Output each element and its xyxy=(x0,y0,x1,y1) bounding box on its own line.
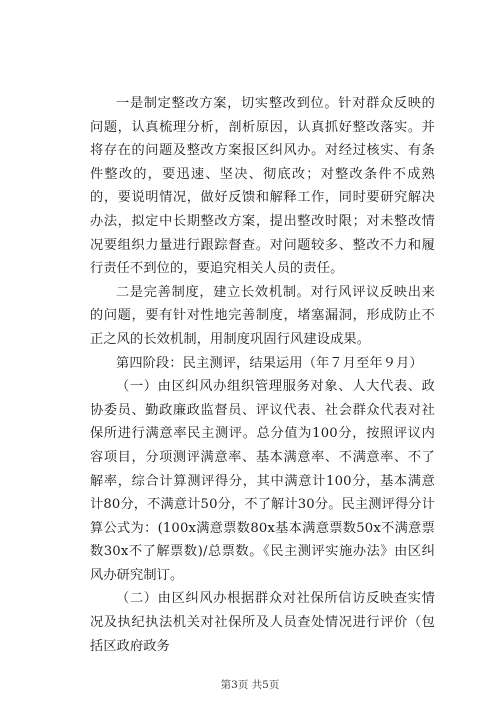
document-body xyxy=(90,92,435,658)
paragraph-complaint-review: （二）由区纠风办根据群众对社保所信访反映查实情况及执纪执法机关对社保所及人员查处情况进行评价（包括区政府政务 xyxy=(90,591,435,654)
paragraph-stage-four-heading: 第四阶段：民主测评，结果运用（年７月至年９月） xyxy=(116,355,423,371)
page-number-footer: 第3页 共5页 xyxy=(220,679,280,691)
paragraph-democratic-evaluation: （一）由区纠风办组织管理服务对象、人大代表、政协委员、勤政廉政监督员、评议代表、社会群众代表对社保所进行满意率民主测评。总分值为100分，按照评议内容项目，分项测评满意率、基本满意率、不满意率、不了解率，综合计算测评得分，其中满意计100分，基本满意计80分，不满意计50分，不了解计30分。民主测评得分计算公式为：(100x满意票数80x基本满意票数50x不满意票数30x不了解票数)/总票数。《民主测评实施办法》由区纠风办研究制订。 xyxy=(90,379,435,583)
paragraph-improve-system: 二是完善制度，建立长效机制。对行风评议反映出来的问题，要有针对性地完善制度，堵塞漏洞，形成防止不正之风的长效机制，用制度巩固行风建设成果。 xyxy=(90,284,435,347)
paragraph-rectification-plan: 一是制定整改方案，切实整改到位。针对群众反映的问题，认真梳理分析，剖析原因，认真抓好整改落实。并将存在的问题及整改方案报区纠风办。对经过核实、有条件整改的，要迅速、坚决、彻底改；对整改条件不成熟的，要说明情况，做好反馈和解释工作，同时要研究解决办法，拟定中长期整改方案，提出整改时限；对未整改情况要组织力量进行跟踪督查。对问题较多、整改不力和履行责任不到位的，要追究相关人员的责任。 xyxy=(90,96,435,277)
